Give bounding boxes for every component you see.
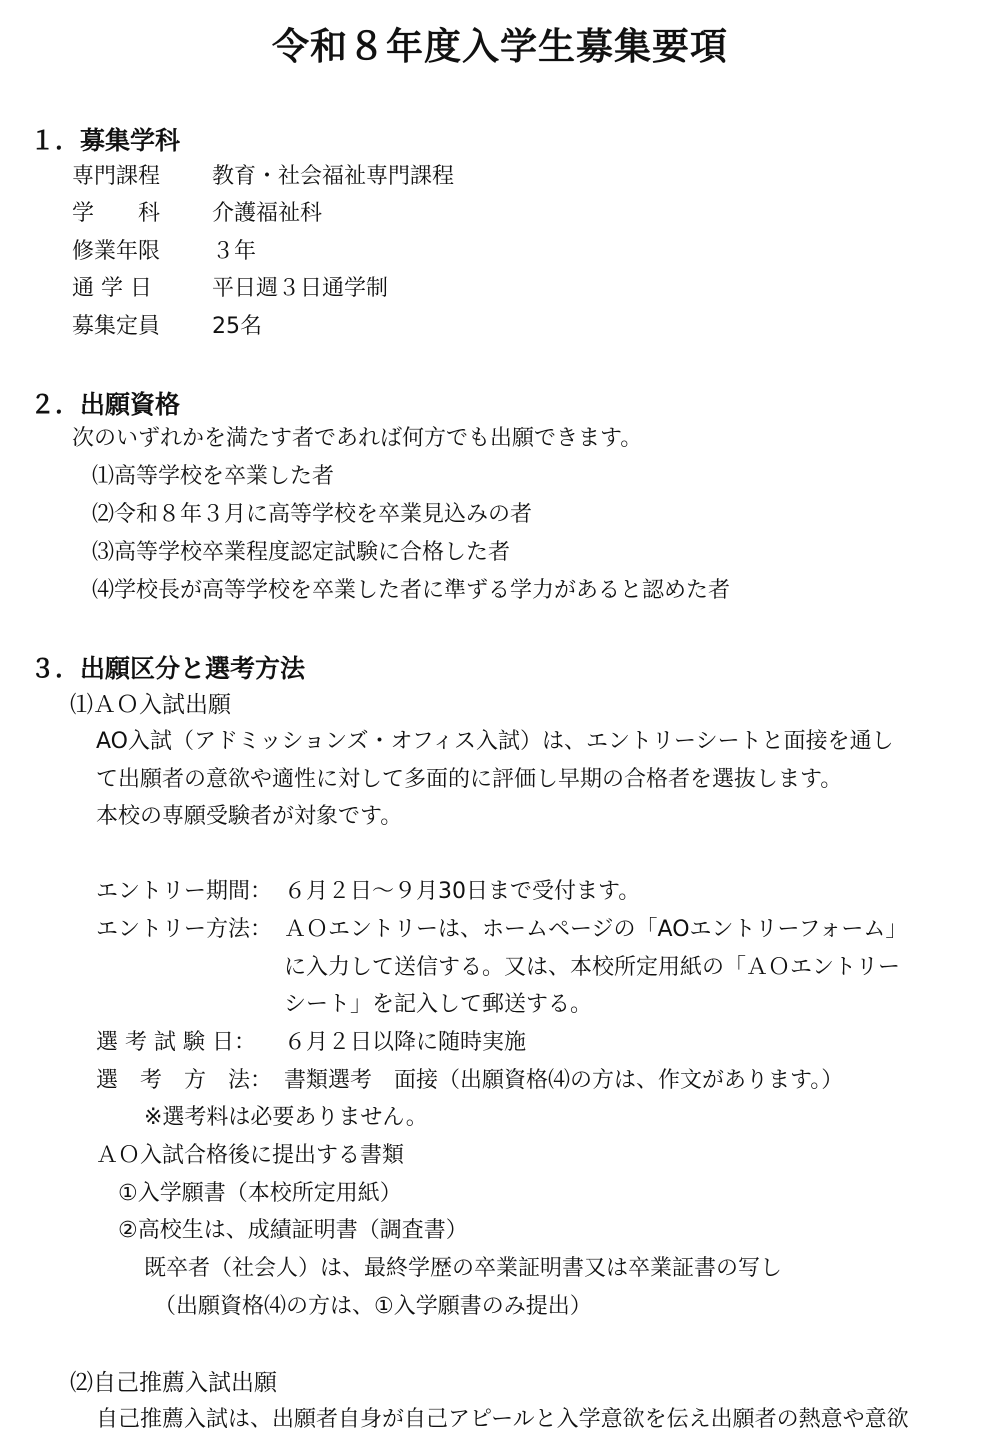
- docs-heading: ＡＯ入試合格後に提出する書類: [96, 1143, 405, 1168]
- row-value: ３年: [212, 239, 257, 264]
- eligibility-item: ⑵令和８年３月に高等学校を卒業見込みの者: [92, 502, 533, 527]
- ao-desc-line: AO入試（アドミッションズ・オフィス入試）は、エントリーシートと面接を通し: [96, 729, 894, 754]
- exam-date: [96, 1028, 526, 1058]
- row-value: 教育・社会福祉専門課程: [212, 164, 455, 189]
- docs-item: 既卒者（社会人）は、最終学歴の卒業証明書又は卒業証書の写し: [144, 1256, 783, 1281]
- info-row-schooldays: [72, 274, 388, 304]
- entry-method: [96, 915, 907, 945]
- exam-method-value: 書類選考 面接（出願資格⑷の方は、作文があります。）: [284, 1068, 844, 1093]
- exam-method: [96, 1066, 843, 1096]
- docs-item: ①入学願書（本校所定用紙）: [118, 1181, 402, 1206]
- fee-note: ※選考料は必要ありません。: [144, 1105, 428, 1130]
- ao-desc-line: 本校の専願受験者が対象です。: [96, 804, 403, 829]
- ao-desc-line: て出願者の意欲や適性に対して多面的に評価し早期の合格者を選抜します。: [96, 767, 843, 792]
- exam-date-value: ６月２日以降に随時実施: [284, 1030, 527, 1055]
- docs-item: ②高校生は、成績証明書（調査書）: [118, 1218, 468, 1243]
- row-label: 募集定員: [72, 314, 161, 339]
- info-row-duration: [72, 237, 256, 267]
- entry-period-label: エントリー期間：: [96, 879, 273, 904]
- eligibility-item: ⑶高等学校卒業程度認定試験に合格した者: [92, 540, 511, 565]
- entry-period-value: ６月２日～９月30日まで受付ます。: [284, 879, 641, 904]
- section3-heading: ３．出願区分と選考方法: [30, 654, 306, 683]
- ao-heading: ⑴ＡＯ入試出願: [70, 692, 231, 718]
- exam-date-label: 選 考 試 験 日：: [96, 1030, 256, 1055]
- row-value: 平日週３日通学制: [212, 276, 389, 301]
- exam-method-label: 選 考 方 法：: [96, 1068, 273, 1093]
- row-label: 専門課程: [72, 164, 161, 189]
- section2-heading: ２．出願資格: [30, 390, 181, 419]
- info-row-department: [72, 199, 322, 229]
- entry-method-line: に入力して送信する。又は、本校所定用紙の「ＡＯエントリー: [284, 955, 901, 980]
- entry-period: [96, 877, 640, 907]
- entry-method-line: シート」を記入して郵送する。: [284, 992, 593, 1017]
- row-value: 介護福祉科: [212, 201, 323, 226]
- docs-item: （出願資格⑷の方は、①入学願書のみ提出）: [154, 1294, 592, 1319]
- eligibility-intro: 次のいずれかを満たす者であれば何方でも出願できます。: [72, 426, 643, 451]
- eligibility-item: ⑷学校長が高等学校を卒業した者に準ずる学力があると認めた者: [92, 578, 731, 603]
- row-label: 修業年限: [72, 239, 161, 264]
- self-recommend-heading: ⑵自己推薦入試出願: [70, 1370, 277, 1396]
- section1-heading: １．募集学科: [30, 126, 181, 155]
- entry-method-label: エントリー方法：: [96, 917, 273, 942]
- row-value: 25名: [212, 314, 262, 339]
- row-label: 学 科: [72, 201, 161, 226]
- info-row-course: [72, 162, 454, 192]
- info-row-capacity: [72, 312, 262, 342]
- eligibility-item: ⑴高等学校を卒業した者: [92, 464, 335, 489]
- self-recommend-desc: 自己推薦入試は、出願者自身が自己アピールと入学意欲を伝え出願者の熱意や意欲: [96, 1407, 909, 1432]
- entry-method-line: ＡＯエントリーは、ホームページの「AOエントリーフォーム」: [284, 917, 908, 942]
- page-title: 令和８年度入学生募集要項: [272, 25, 728, 68]
- row-label: 通 学 日: [72, 276, 152, 301]
